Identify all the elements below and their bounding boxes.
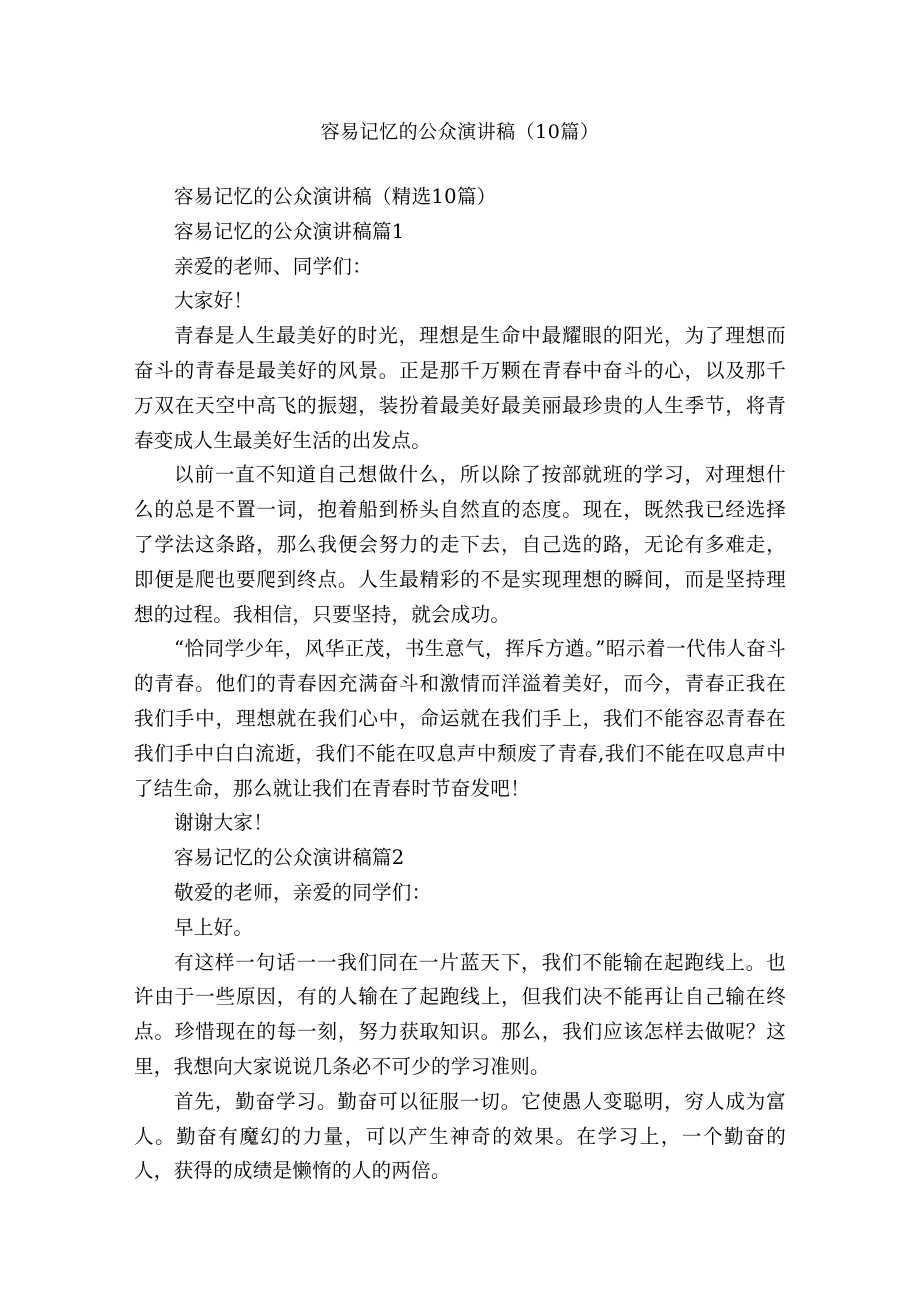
paragraph: 青春是人生最美好的时光，理想是生命中最耀眼的阳光，为了理想而奋斗的青春是最美好的风景。正是那千万颗在青春中奋斗的心，以及那千万双在天空中高飞的振翅，装扮着最美好最美丽最珍贵的人生季节，将青春变成人生最美好生活的出发点。 (134, 324, 786, 452)
paragraph: 有这样一句话一一我们同在一片蓝天下，我们不能输在起跑线上。也许由于一些原因，有的人输在了起跑线上，但我们决不能再让自己输在终点。珍惜现在的每一刻，努力获取知识。那么，我们应该怎样去做呢？这里，我想向大家说说几条必不可少的学习准则。 (134, 950, 786, 1078)
section-heading: 容易记忆的公众演讲稿篇1 (174, 219, 405, 243)
paragraph: “恰同学少年，风华正茂，书生意气，挥斥方遒。”昭示着一代伟人奋斗的青春。他们的青春因充满奋斗和激情而洋溢着美好，而今，青春正我在我们手中，理想就在我们心中，命运就在我们手上，我们不能容忍青春在我们手中白白流逝，我们不能在叹息声中颓废了青春,我们不能在叹息声中了结生命，那么就让我们在青春时节奋发吧！ (134, 637, 786, 800)
salutation: 敬爱的老师，亲爱的同学们： (174, 880, 432, 904)
greeting: 早上好。 (174, 915, 254, 939)
paragraph: 首先，勤奋学习。勤奋可以征服一切。它使愚人变聪明，穷人成为富人。勤奋有魔幻的力量，可以产生神奇的效果。在学习上，一个勤奋的人，获得的成绩是懒惰的人的两倍。 (134, 1089, 786, 1183)
paragraph: 以前一直不知道自己想做什么，所以除了按部就班的学习，对理想什么的总是不置一词，抱着船到桥头自然直的态度。现在，既然我已经选择了学法这条路，那么我便会努力的走下去，自己选的路，无论有多难走，即便是爬也要爬到终点。人生最精彩的不是实现理想的瞬间，而是坚持理想的过程。我相信，只要坚持，就会成功。 (134, 463, 786, 626)
section-heading: 容易记忆的公众演讲稿篇2 (174, 846, 405, 870)
greeting: 大家好！ (174, 289, 254, 313)
document-body (134, 180, 786, 1189)
document-title: 容易记忆的公众演讲稿（10篇） (320, 121, 600, 143)
closing: 谢谢大家！ (174, 811, 274, 835)
salutation: 亲爱的老师、同学们： (174, 254, 373, 278)
paragraph: 容易记忆的公众演讲稿（精选10篇） (174, 185, 497, 208)
